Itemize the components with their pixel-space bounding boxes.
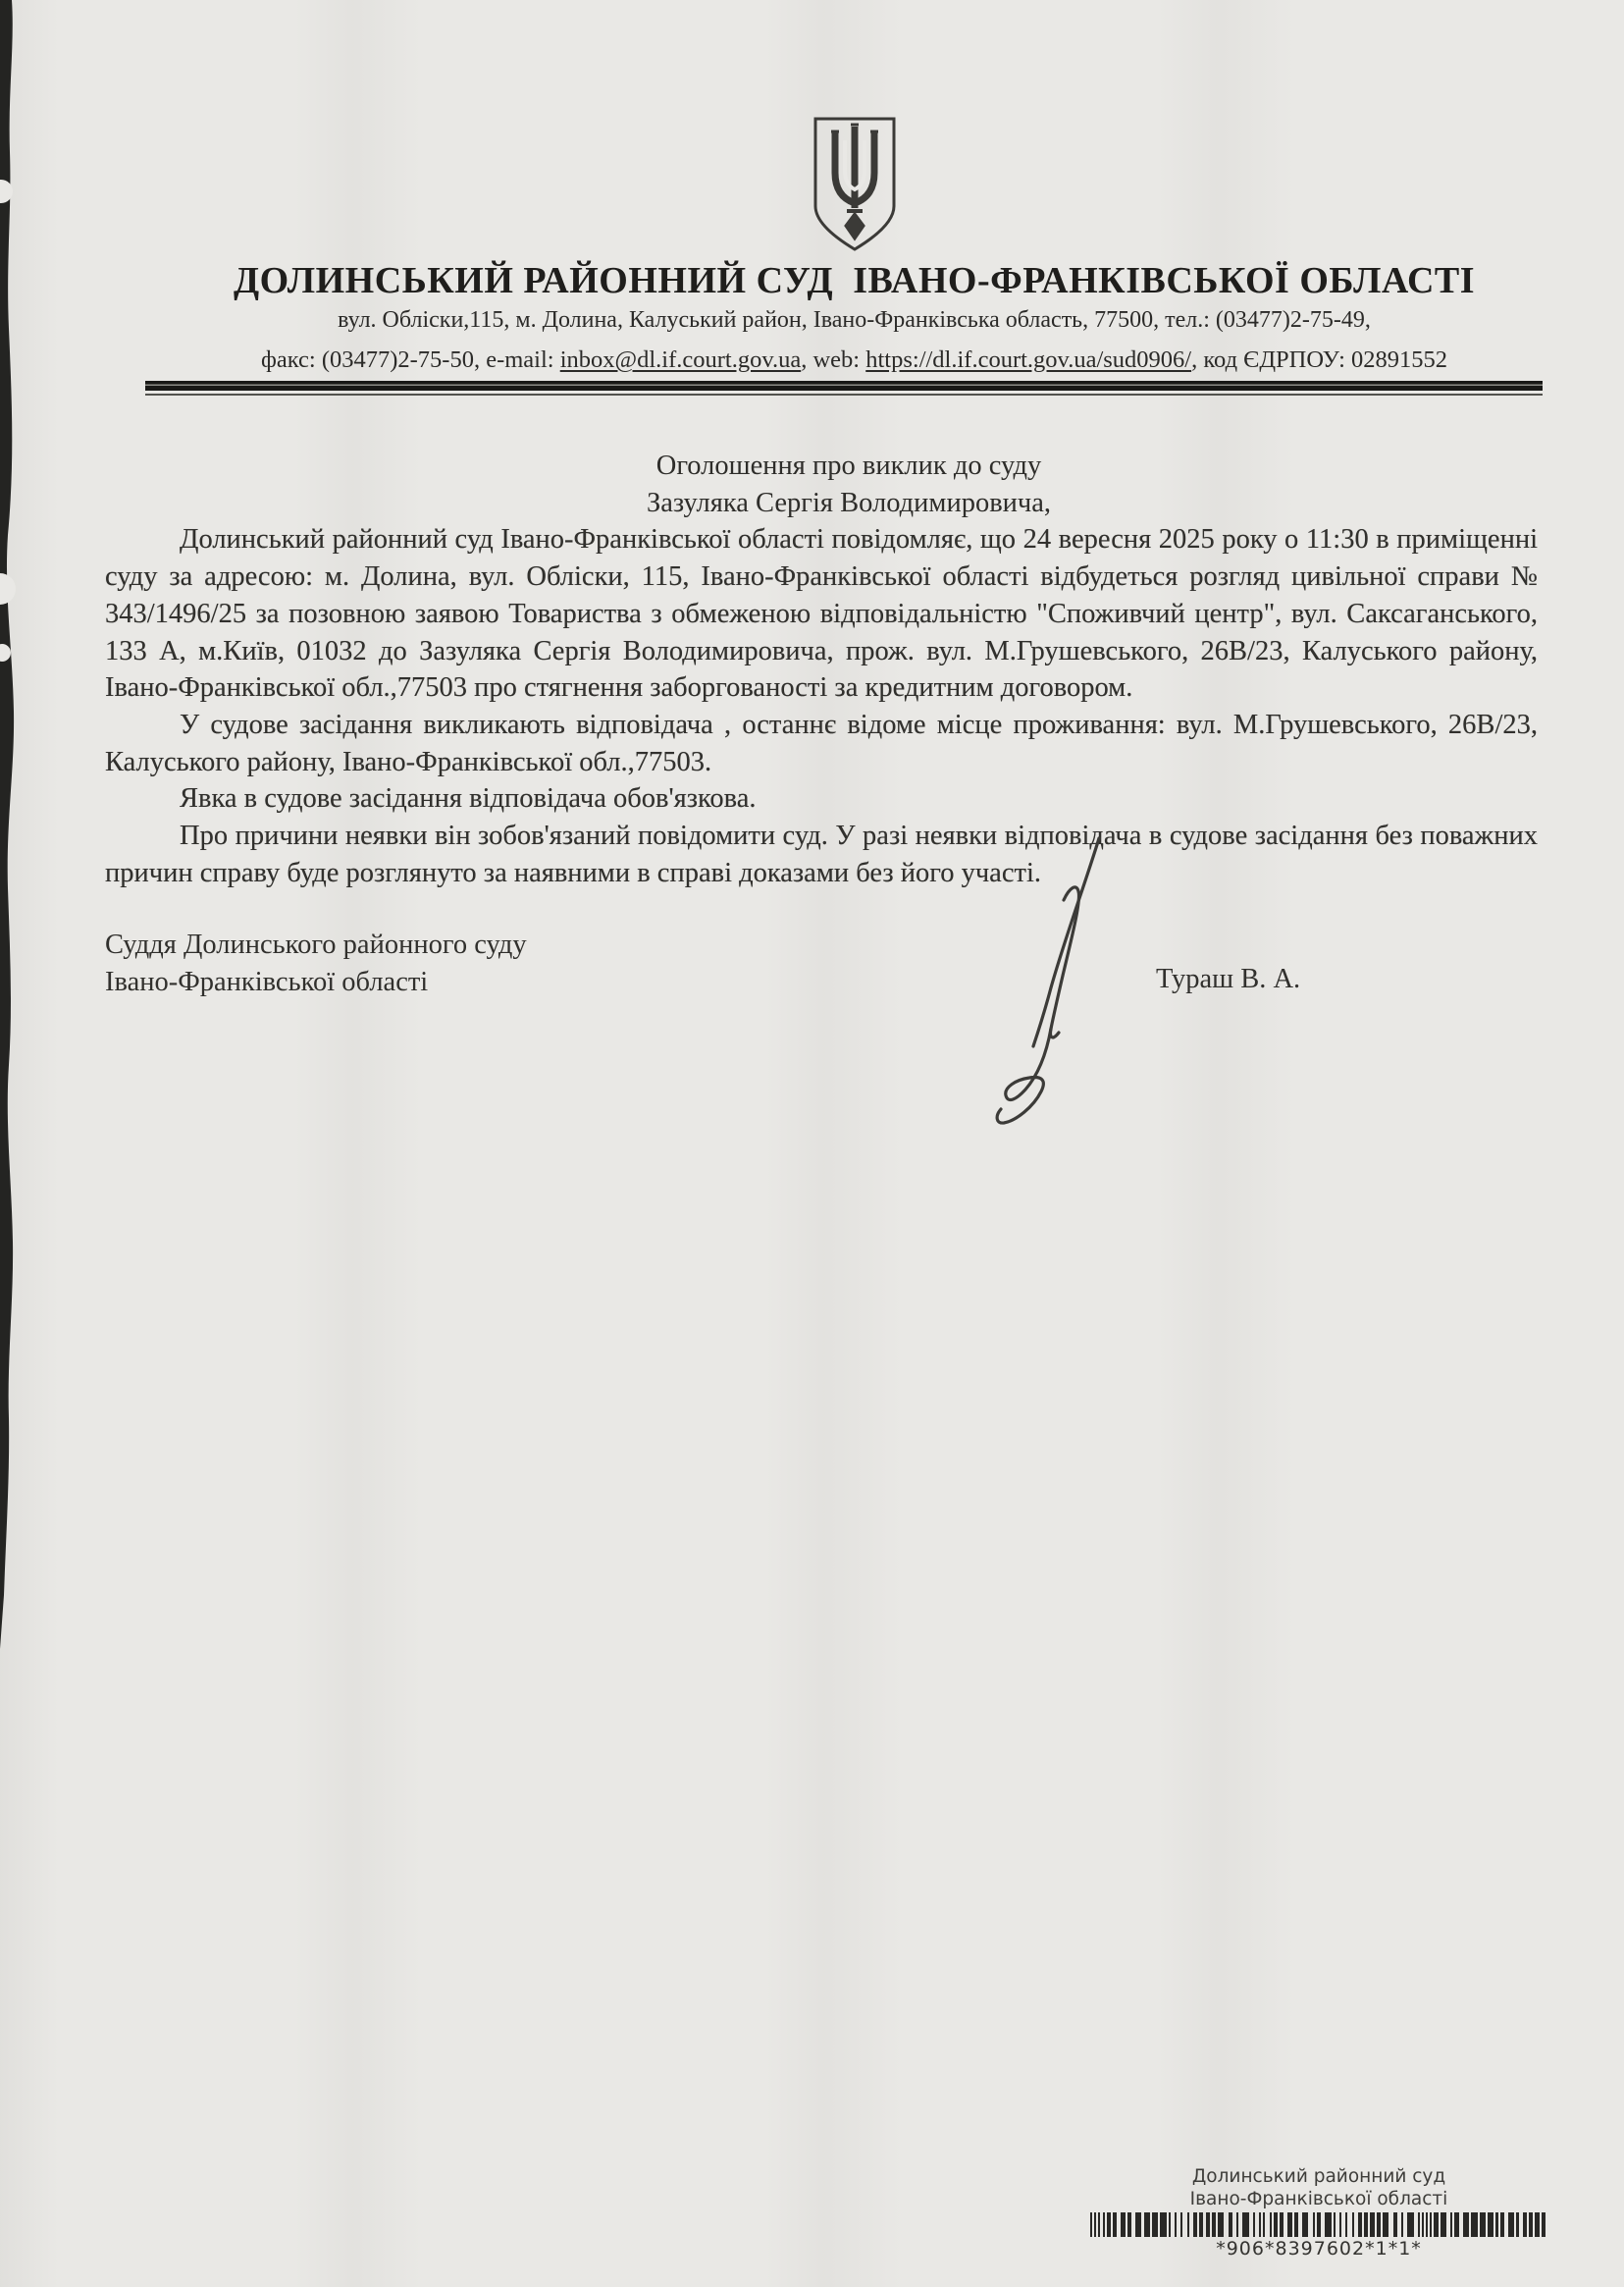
judge-title-line1: Суддя Долинського районного суду <box>105 930 527 961</box>
handwritten-signature <box>969 826 1135 1131</box>
paragraph-case-details: Долинський районний суд Івано-Франківської області повідомляє, що 24 вересня 2025 року о 11:30 в приміщенні суду за адресою: м. Долина, вул. Обліски, 115, Івано-Франківської області відбудеться розгляд цивільної справи № 343/1496/25 за позовною заявою Товариства з обмеженою відповідальністю "Споживчий центр", вул. Саксаганського, 133 А, м.Київ, 01032 до Зазуляка Сергія Володимировича, прож. вул. М.Грушевського, 26В/23, Калуського району, Івано-Франківської обл.,77503 про стягнення заборгованості за кредитним договором. <box>105 524 1538 704</box>
court-contact-line <box>84 346 1624 375</box>
document-body <box>0 448 1624 1182</box>
court-address-line: вул. Обліски,115, м. Долина, Калуський район, Івано-Франківська область, 77500, тел.: (03477)2-75-49, <box>338 307 1371 333</box>
fax-label: факс: (03477)2-75-50, e-mail: <box>260 346 560 373</box>
ukraine-trident-emblem-icon <box>809 116 901 253</box>
paragraph-attendance: Явка в судове засідання відповідача обов'язкова. <box>180 783 757 815</box>
barcode <box>1090 2212 1547 2237</box>
barcode-value: *906*8397602*1*1* <box>1216 2238 1422 2260</box>
court-name-title: ДОЛИНСЬКИЙ РАЙОННИЙ СУД ІВАНО-ФРАНКІВСЬКОЇ ОБЛАСТІ <box>233 260 1476 301</box>
stamp-court-line2: Івано-Франківської області <box>1189 2189 1448 2209</box>
announcement-title: Оголошення про виклик до суду <box>655 451 1042 481</box>
website-link[interactable]: https://dl.if.court.gov.ua/sud0906/ <box>865 346 1192 373</box>
paragraph-absence-warning: Про причини неявки він зобов'язаний повідомити суд. У разі неявки відповідача в судове засідання без поважних причин справу буде розглянуто за наявними в справі доказами без його участі. <box>105 821 1538 888</box>
signature-block <box>105 927 1538 1182</box>
edrpou-label: , код ЄДРПОУ: 02891552 <box>1191 346 1448 373</box>
paragraph-summons: У судове засідання викликають відповідача , останнє відоме місце проживання: вул. М.Грушевського, 26В/23, Калуського району, Івано-Франківської обл.,77503. <box>105 709 1538 777</box>
web-label: , web: <box>801 346 866 373</box>
registration-stamp <box>1090 2165 1547 2260</box>
judge-title-line2: Івано-Франківської області <box>105 967 429 998</box>
header-divider <box>145 381 1543 396</box>
email-link[interactable]: inbox@dl.if.court.gov.ua <box>559 346 802 373</box>
stamp-court-line1: Долинський районний суд <box>1191 2166 1446 2187</box>
letterhead <box>0 116 1624 375</box>
announcement-addressee: Зазуляка Сергія Володимировича, <box>646 487 1052 518</box>
judge-name: Тураш В. А. <box>1156 964 1301 995</box>
